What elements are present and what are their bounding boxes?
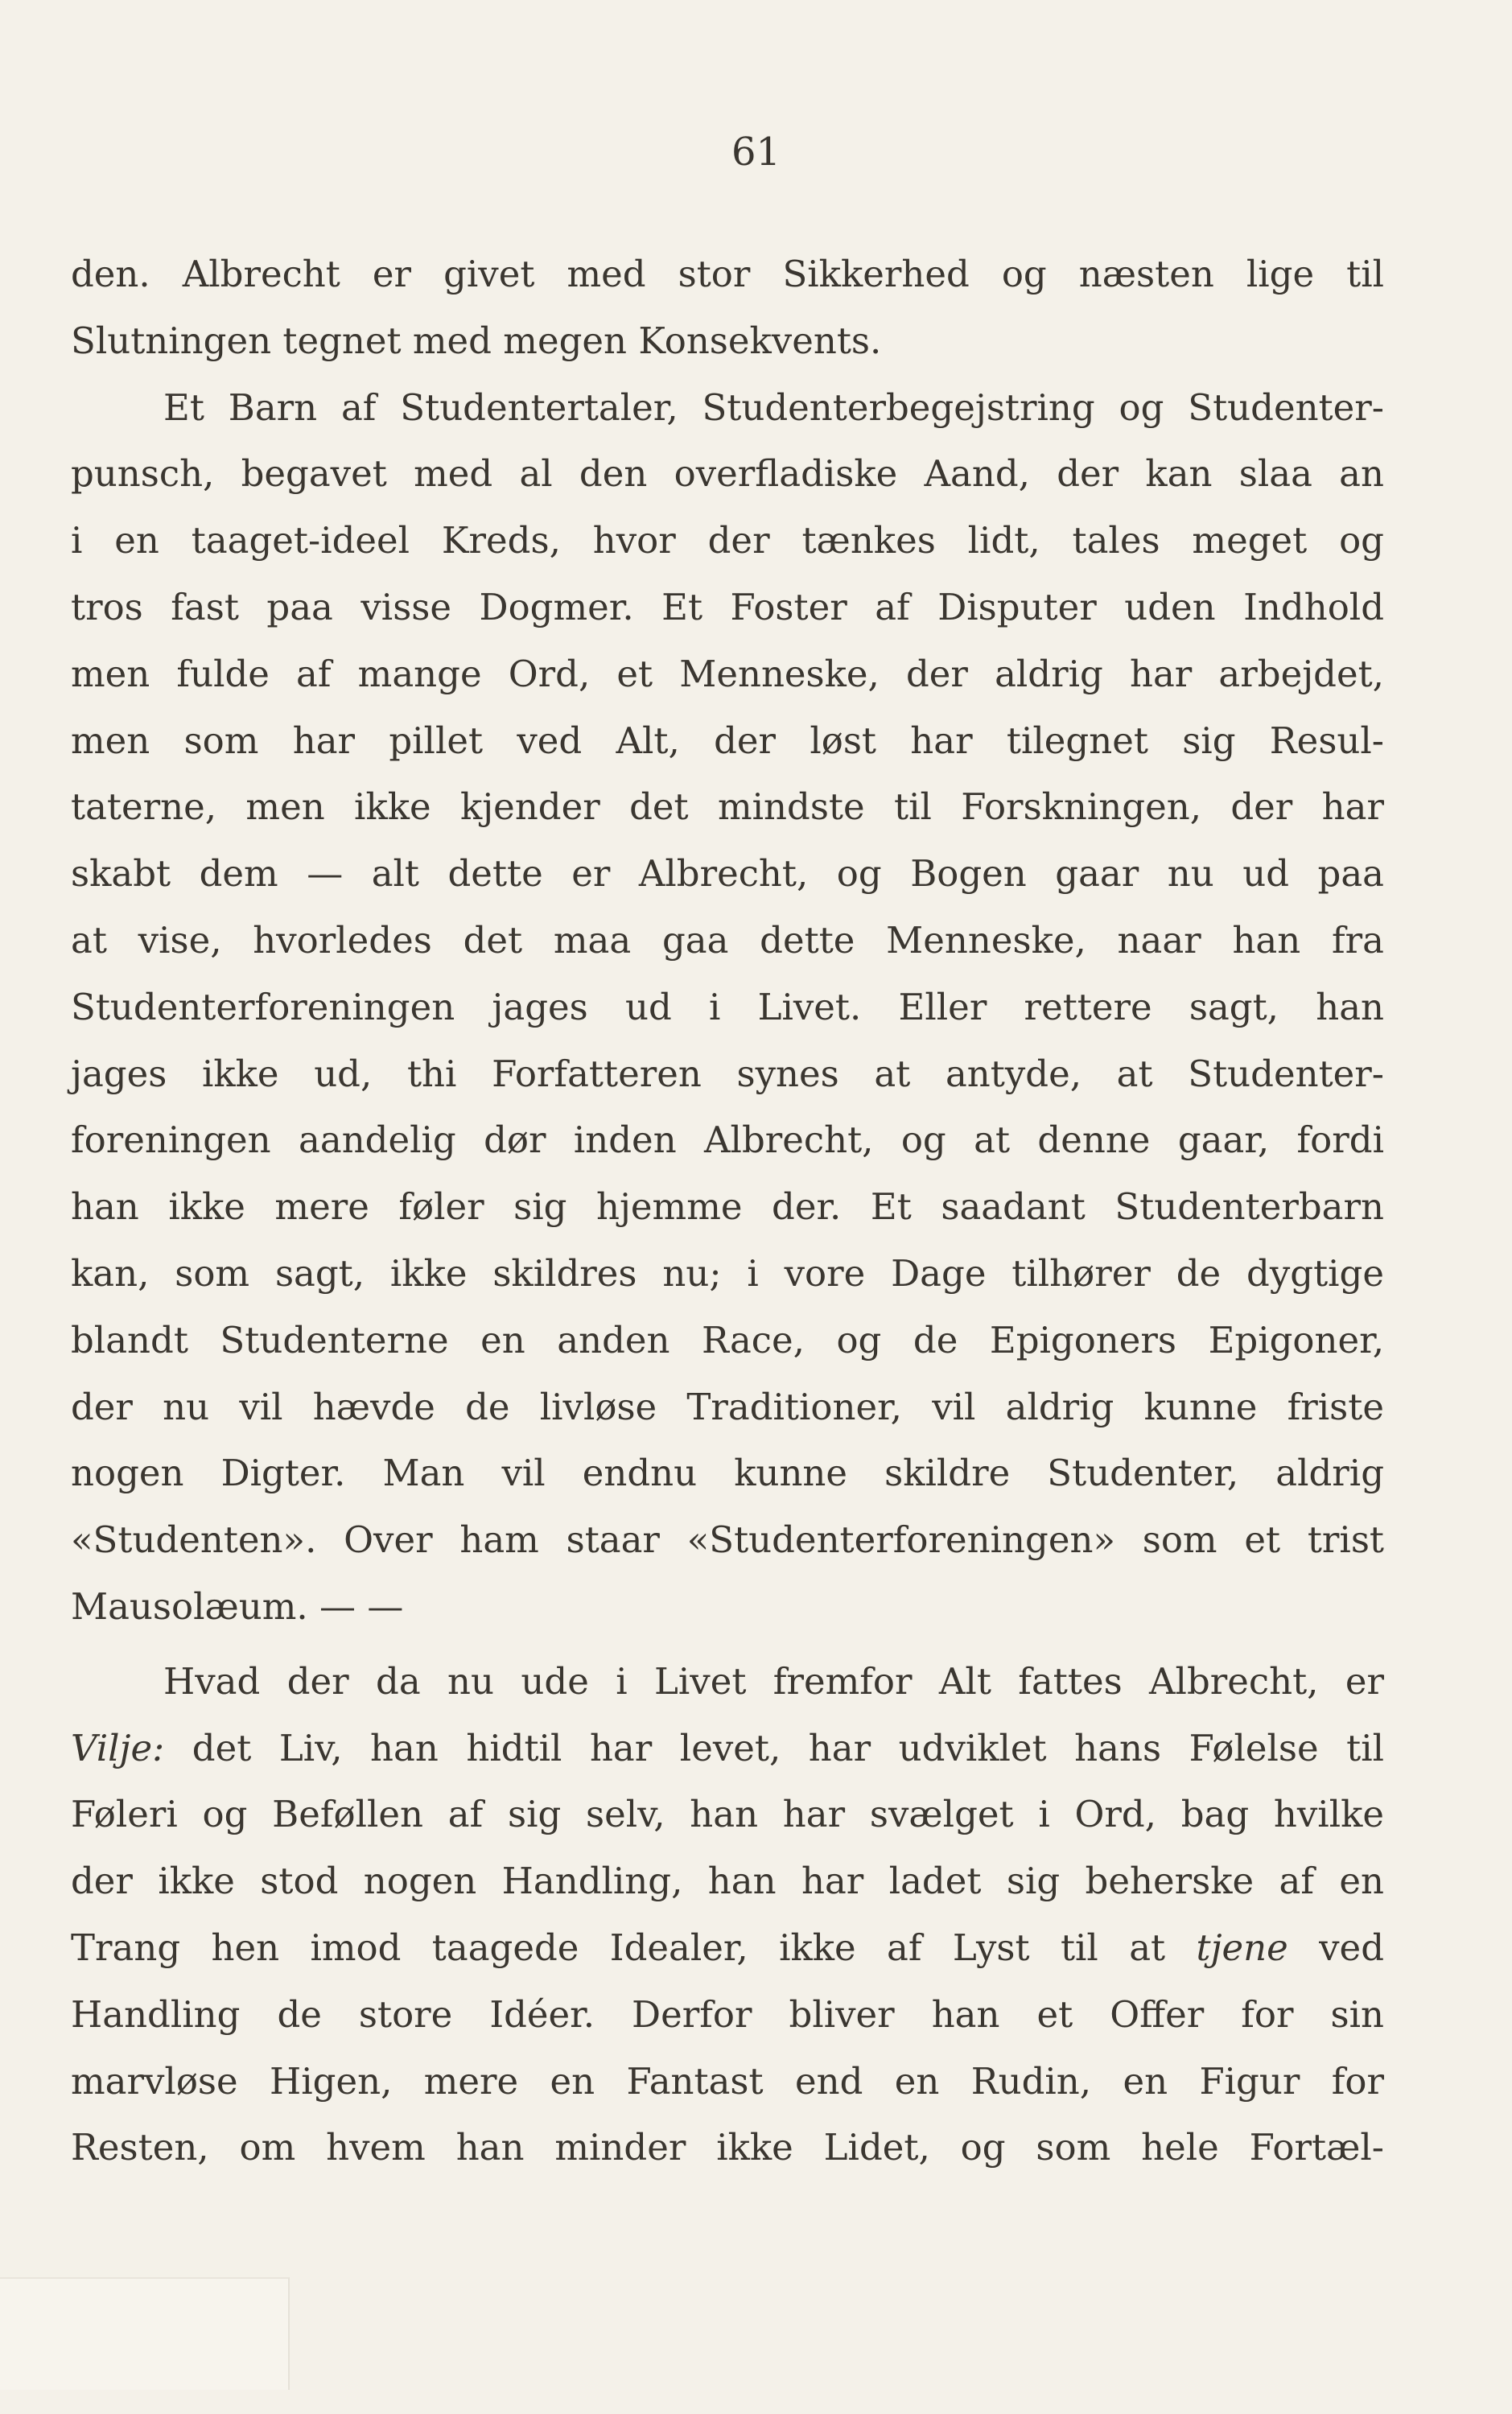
scan-margin-artifact <box>0 2277 290 2390</box>
text-line: i en taaget-ideel Kreds, hvor der tænkes lidt, tales meget og <box>71 519 1384 562</box>
text-line: Slutningen tegnet med megen Konsekvents. <box>71 319 882 362</box>
italic-word: tjene <box>1196 1926 1288 1969</box>
text-line: nogen Digter. Man vil endnu kunne skildre Studenter, aldrig <box>71 1452 1384 1495</box>
text-line: men fulde af mange Ord, et Menneske, der aldrig har arbejdet, <box>71 652 1384 695</box>
body-text <box>71 241 1384 2181</box>
text-line: foreningen aandelig dør inden Albrecht, og at denne gaar, fordi <box>71 1118 1384 1162</box>
text-line: jages ikke ud, thi Forfatteren synes at antyde, at Studenter- <box>71 1052 1384 1095</box>
italic-word: Vilje: <box>71 1726 165 1769</box>
text-line <box>71 1716 1384 1782</box>
text-line: Mausolæum. — — <box>71 1584 404 1628</box>
text-line: taterne, men ikke kjender det mindste til Forskningen, der har <box>71 785 1384 829</box>
text-line: kan, som sagt, ikke skildres nu; i vore Dage tilhører de dygtige <box>71 1251 1384 1295</box>
text-span: Trang hen imod taagede Idealer, ikke af Lyst til at <box>71 1926 1197 1969</box>
text-line: men som har pillet ved Alt, der løst har tilegnet sig Resul- <box>71 719 1384 762</box>
text-line: Studenterforeningen jages ud i Livet. Eller rettere sagt, han <box>71 985 1384 1028</box>
text-span: det Liv, han hidtil har levet, har udviklet hans Følelse til <box>164 1726 1384 1769</box>
text-line: Resten, om hvem han minder ikke Lidet, og som hele Fortæl- <box>71 2126 1384 2169</box>
page-number: 61 <box>731 130 781 175</box>
text-line: Hvad der da nu ude i Livet fremfor Alt fattes Albrecht, er <box>163 1659 1384 1703</box>
text-line: at vise, hvorledes det maa gaa dette Menneske, naar han fra <box>71 918 1384 962</box>
text-line <box>71 1915 1384 1982</box>
text-line: Føleri og Beføllen af sig selv, han har svælget i Ord, bag hvilke <box>71 1793 1384 1836</box>
text-line: han ikke mere føler sig hjemme der. Et saadant Studenterbarn <box>71 1185 1384 1229</box>
text-line: der ikke stod nogen Handling, han har ladet sig beherske af en <box>71 1860 1384 1903</box>
text-line: Handling de store Idéer. Derfor bliver han et Offer for sin <box>71 1992 1384 2036</box>
text-line: blandt Studenterne en anden Race, og de Epigoners Epigoner, <box>71 1318 1384 1361</box>
text-line: skabt dem — alt dette er Albrecht, og Bogen gaar nu ud paa <box>71 852 1384 896</box>
text-line: tros fast paa visse Dogmer. Et Foster af Disputer uden Indhold <box>71 585 1384 628</box>
text-line: punsch, begavet med al den overfladiske Aand, der kan slaa an <box>71 452 1384 496</box>
text-span: ved <box>1287 1926 1384 1969</box>
text-line: der nu vil hævde de livløse Traditioner, vil aldrig kunne friste <box>71 1385 1384 1428</box>
text-line: marvløse Higen, mere en Fantast end en Rudin, en Figur for <box>71 2059 1384 2103</box>
text-line: den. Albrecht er givet med stor Sikkerhed og næsten lige til <box>71 253 1384 295</box>
text-line: Et Barn af Studentertaler, Studenterbegejstring og Studenter- <box>163 385 1384 429</box>
text-line: «Studenten». Over ham staar «Studenterforeningen» som et trist <box>71 1518 1384 1562</box>
